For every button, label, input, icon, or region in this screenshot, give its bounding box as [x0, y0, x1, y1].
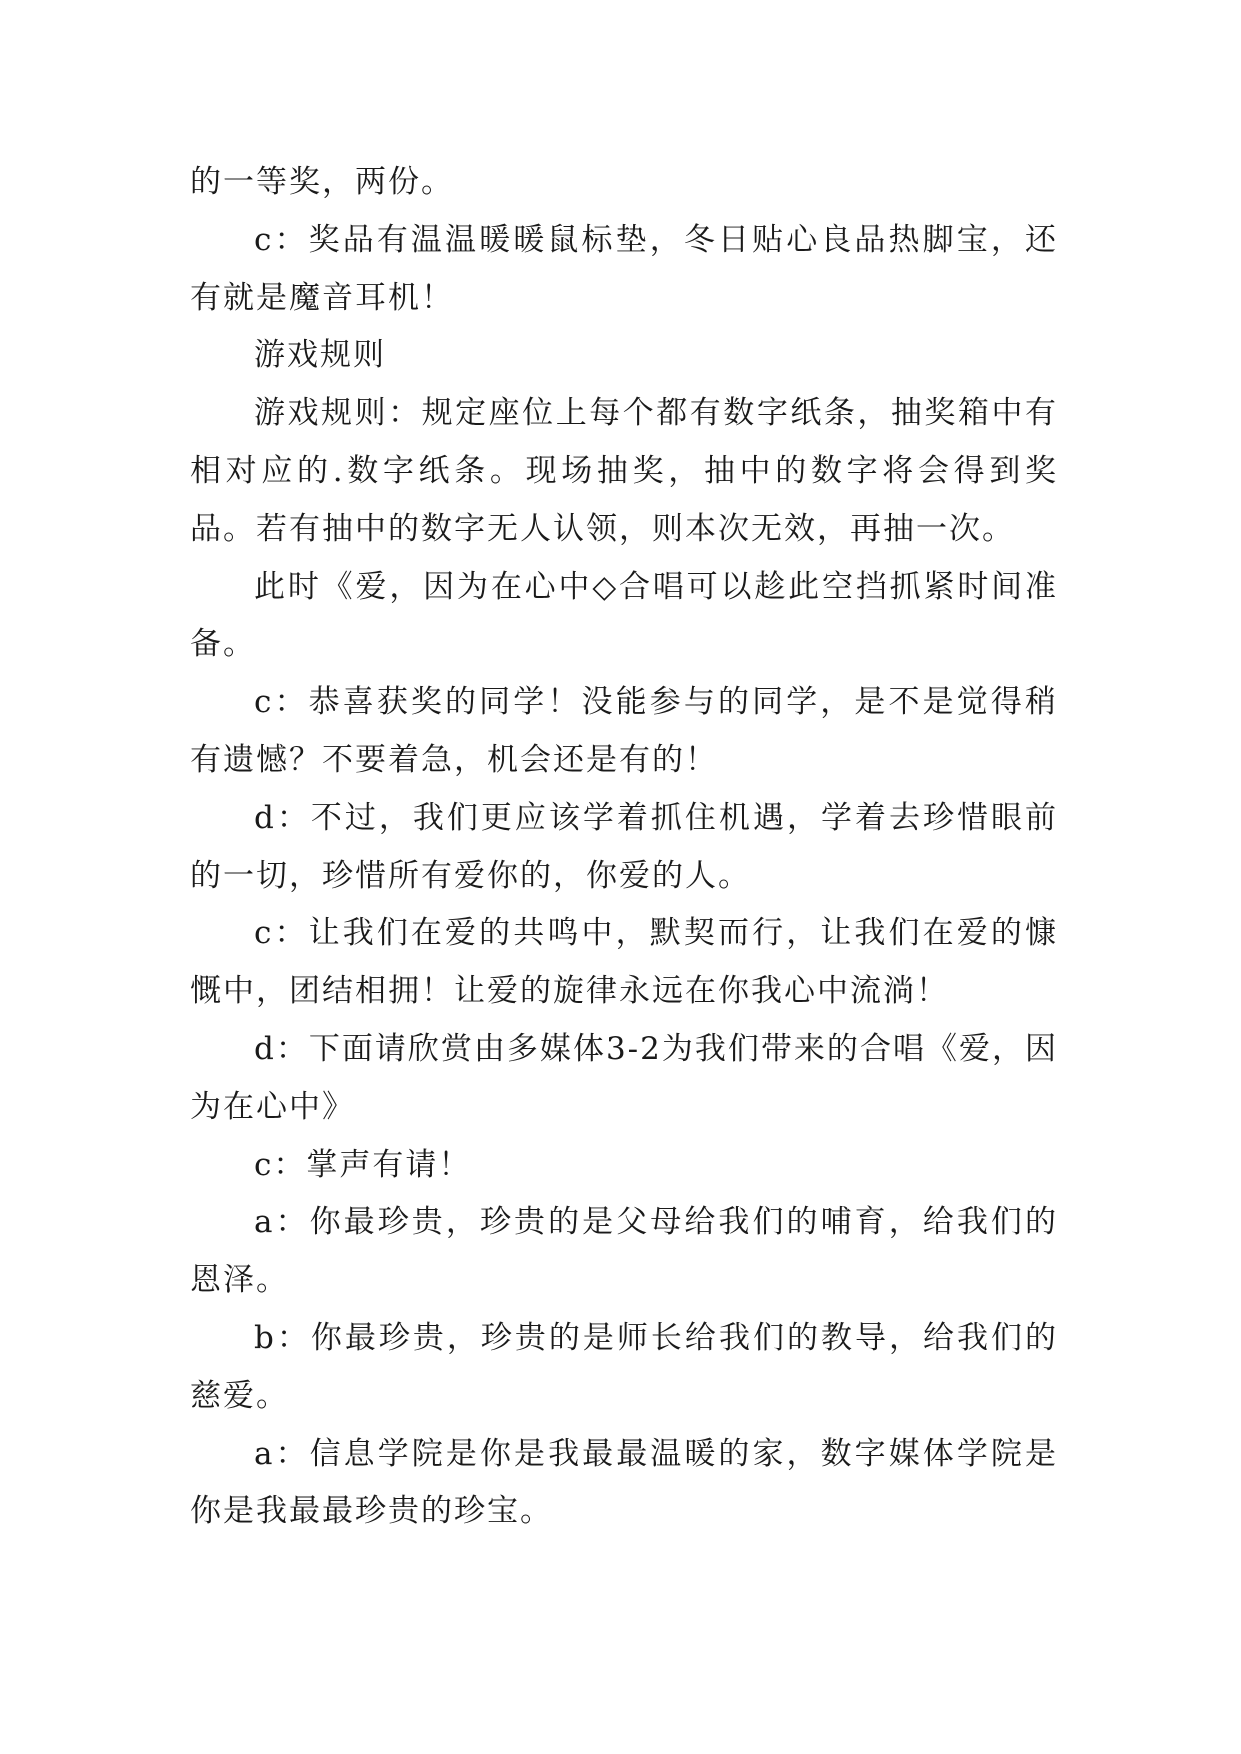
- section-heading: 游戏规则: [254, 337, 386, 374]
- paragraph: c：恭喜获奖的同学！没能参与的同学，是不是觉得稍有遗憾？不要着急，机会还是有的！: [190, 684, 1058, 778]
- paragraph: c：掌声有请！: [254, 1146, 472, 1183]
- paragraph: c：奖品有温温暖暖鼠标垫，冬日贴心良品热脚宝，还有就是魔音耳机！: [190, 221, 1058, 316]
- paragraph: a：信息学院是你是我最最温暖的家，数字媒体学院是你是我最最珍贵的珍宝。: [190, 1435, 1058, 1530]
- paragraph: 游戏规则：规定座位上每个都有数字纸条，抽奖箱中有相对应的.数字纸条。现场抽奖，抽中的数字将会得到奖品。若有抽中的数字无人认领，则本次无效，再抽一次。: [190, 395, 1058, 547]
- paragraph: d：不过，我们更应该学着抓住机遇，学着去珍惜眼前的一切，珍惜所有爱你的，你爱的人。: [190, 799, 1058, 894]
- paragraph: 的一等奖，两份。: [190, 164, 454, 200]
- paragraph: b：你最珍贵，珍贵的是师长给我们的教导，给我们的慈爱。: [190, 1319, 1058, 1414]
- paragraph: d：下面请欣赏由多媒体3-2为我们带来的合唱《爱，因为在心中》: [190, 1030, 1058, 1125]
- document-body: [190, 154, 1058, 1541]
- paragraph: a：你最珍贵，珍贵的是父母给我们的哺育，给我们的恩泽。: [190, 1204, 1058, 1299]
- paragraph: c：让我们在爱的共鸣中，默契而行，让我们在爱的慷慨中，团结相拥！让爱的旋律永远在你我心中流淌！: [190, 915, 1058, 1010]
- paragraph: 此时《爱，因为在心中◇合唱可以趁此空挡抓紧时间准备。: [190, 568, 1058, 663]
